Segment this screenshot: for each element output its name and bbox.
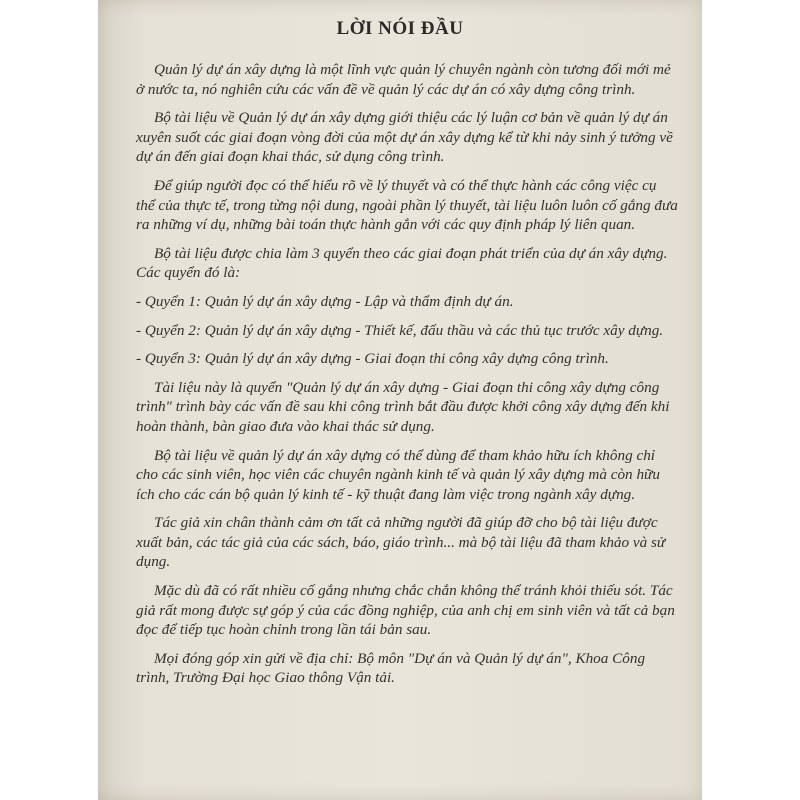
list-item-volume-1: - Quyển 1: Quản lý dự án xây dựng - Lập và thẩm định dự án. <box>136 292 514 310</box>
paragraph-6: Bộ tài liệu về quản lý dự án xây dựng có thể dùng để tham khảo hữu ích không chỉ cho các sinh viên, học viên các chuyên ngành kinh tế và quản lý xây dựng mà còn hữu ích cho các cán bộ quản lý kinh tế - kỹ thuật đang làm việc trong ngành xây dựng. <box>136 446 660 503</box>
paragraph-5: Tài liệu này là quyển "Quản lý dự án xây dựng - Giai đoạn thi công xây dựng công trình" trình bày các vấn đề sau khi công trình bắt đầu được khởi công xây dựng đến khi hoàn thành, bàn giao đưa vào khai thác sử dụng. <box>136 378 670 435</box>
paragraph-4: Bộ tài liệu được chia làm 3 quyển theo các giai đoạn phát triển của dự án xây dựng. Các quyển đó là: <box>136 244 668 282</box>
paragraph-1: Quản lý dự án xây dựng là một lĩnh vực quản lý chuyên ngành còn tương đối mới mẻ ở nước ta, nó nghiên cứu các vấn đề về quản lý các dự án có xây dựng công trình. <box>136 61 671 98</box>
preface-body <box>136 60 678 697</box>
paragraph-7: Tác giả xin chân thành cảm ơn tất cả những người đã giúp đỡ cho bộ tài liệu được xuất bản, các tác giả của các sách, báo, giáo trình... mà bộ tài liệu đã tham khảo và sử dụng. <box>136 514 666 571</box>
book-page <box>98 0 702 800</box>
list-item-volume-2: - Quyển 2: Quản lý dự án xây dựng - Thiết kế, đấu thầu và các thủ tục trước xây dựng. <box>136 321 664 339</box>
paragraph-8: Mặc dù đã có rất nhiều cố gắng nhưng chắc chắn không thể tránh khỏi thiếu sót. Tác giả rất mong được sự góp ý của các đồng nghiệp, của anh chị em sinh viên và tất cả bạn đọc để tiếp tục hoàn chỉnh trong lần tái bản sau. <box>136 582 675 639</box>
paragraph-9: Mọi đóng góp xin gửi về địa chỉ: Bộ môn "Dự án và Quản lý dự án", Khoa Công trình, Trường Đại học Giao thông Vận tải. <box>136 649 646 687</box>
paragraph-3: Để giúp người đọc có thể hiểu rõ về lý thuyết và có thể thực hành các công việc cụ thể của thực tế, trong từng nội dung, ngoài phần lý thuyết, tài liệu luôn luôn cố gắng đưa ra những ví dụ, những bài toán thực hành gắn với các quy định pháp lý liên quan. <box>136 176 678 234</box>
list-item-volume-3: - Quyển 3: Quản lý dự án xây dựng - Giai đoạn thi công xây dựng công trình. <box>136 350 609 368</box>
paragraph-2: Bộ tài liệu về Quản lý dự án xây dựng giới thiệu các lý luận cơ bản về quản lý dự án xuyên suốt các giai đoạn vòng đời của một dự án xây dựng kể từ khi nảy sinh ý tưởng về dự án đến giai đoạn khai thác, sử dụng công trình. <box>136 109 673 166</box>
page-title: LỜI NÓI ĐẦU <box>336 18 464 39</box>
